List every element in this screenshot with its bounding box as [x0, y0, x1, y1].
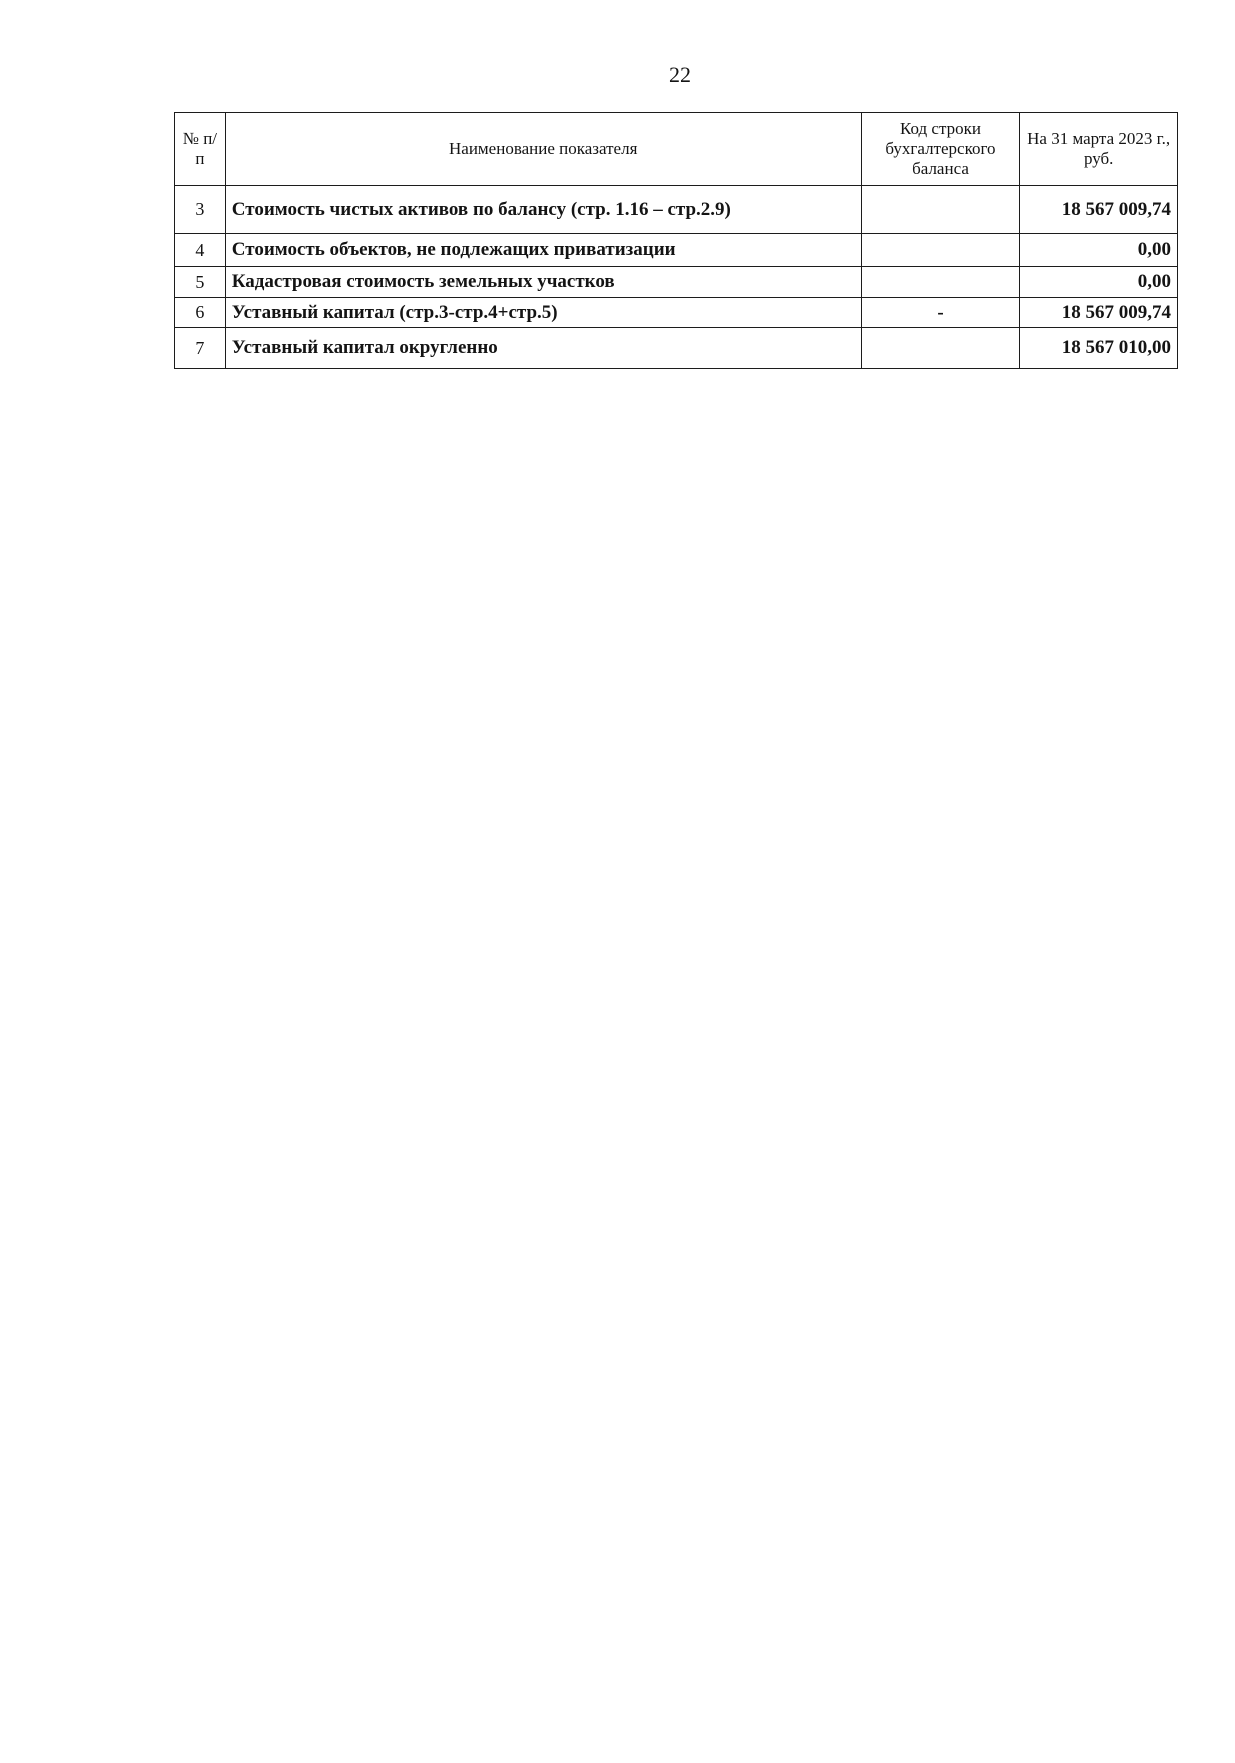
- row-code: [861, 186, 1020, 234]
- row-name: Стоимость объектов, не подлежащих приватизации: [225, 234, 861, 267]
- row-num: 4: [175, 234, 226, 267]
- table-header-row: [175, 113, 1178, 186]
- header-code: Код строки бухгалтерского баланса: [861, 113, 1020, 186]
- row-num: 3: [175, 186, 226, 234]
- row-name: Кадастровая стоимость земельных участков: [225, 267, 861, 298]
- net-assets-table: [174, 112, 1178, 369]
- table-row: [175, 267, 1178, 298]
- row-value: 18 567 009,74: [1020, 186, 1178, 234]
- page-number: 22: [669, 62, 691, 87]
- row-value: 18 567 010,00: [1020, 328, 1178, 369]
- table-row: [175, 328, 1178, 369]
- header-value: На 31 марта 2023 г., руб.: [1020, 113, 1178, 186]
- row-num: 5: [175, 267, 226, 298]
- header-name: Наименование показателя: [225, 113, 861, 186]
- row-name: Уставный капитал (стр.3-стр.4+стр.5): [225, 298, 861, 328]
- row-value: 0,00: [1020, 267, 1178, 298]
- row-value: 0,00: [1020, 234, 1178, 267]
- row-value: 18 567 009,74: [1020, 298, 1178, 328]
- table-row: [175, 186, 1178, 234]
- table-row: [175, 298, 1178, 328]
- row-name: Уставный капитал округленно: [225, 328, 861, 369]
- row-code: [861, 328, 1020, 369]
- row-num: 7: [175, 328, 226, 369]
- row-num: 6: [175, 298, 226, 328]
- row-code: -: [861, 298, 1020, 328]
- row-code: [861, 234, 1020, 267]
- row-code: [861, 267, 1020, 298]
- row-name: Стоимость чистых активов по балансу (стр. 1.16 – стр.2.9): [225, 186, 861, 234]
- header-num: № п/п: [175, 113, 226, 186]
- table-row: [175, 234, 1178, 267]
